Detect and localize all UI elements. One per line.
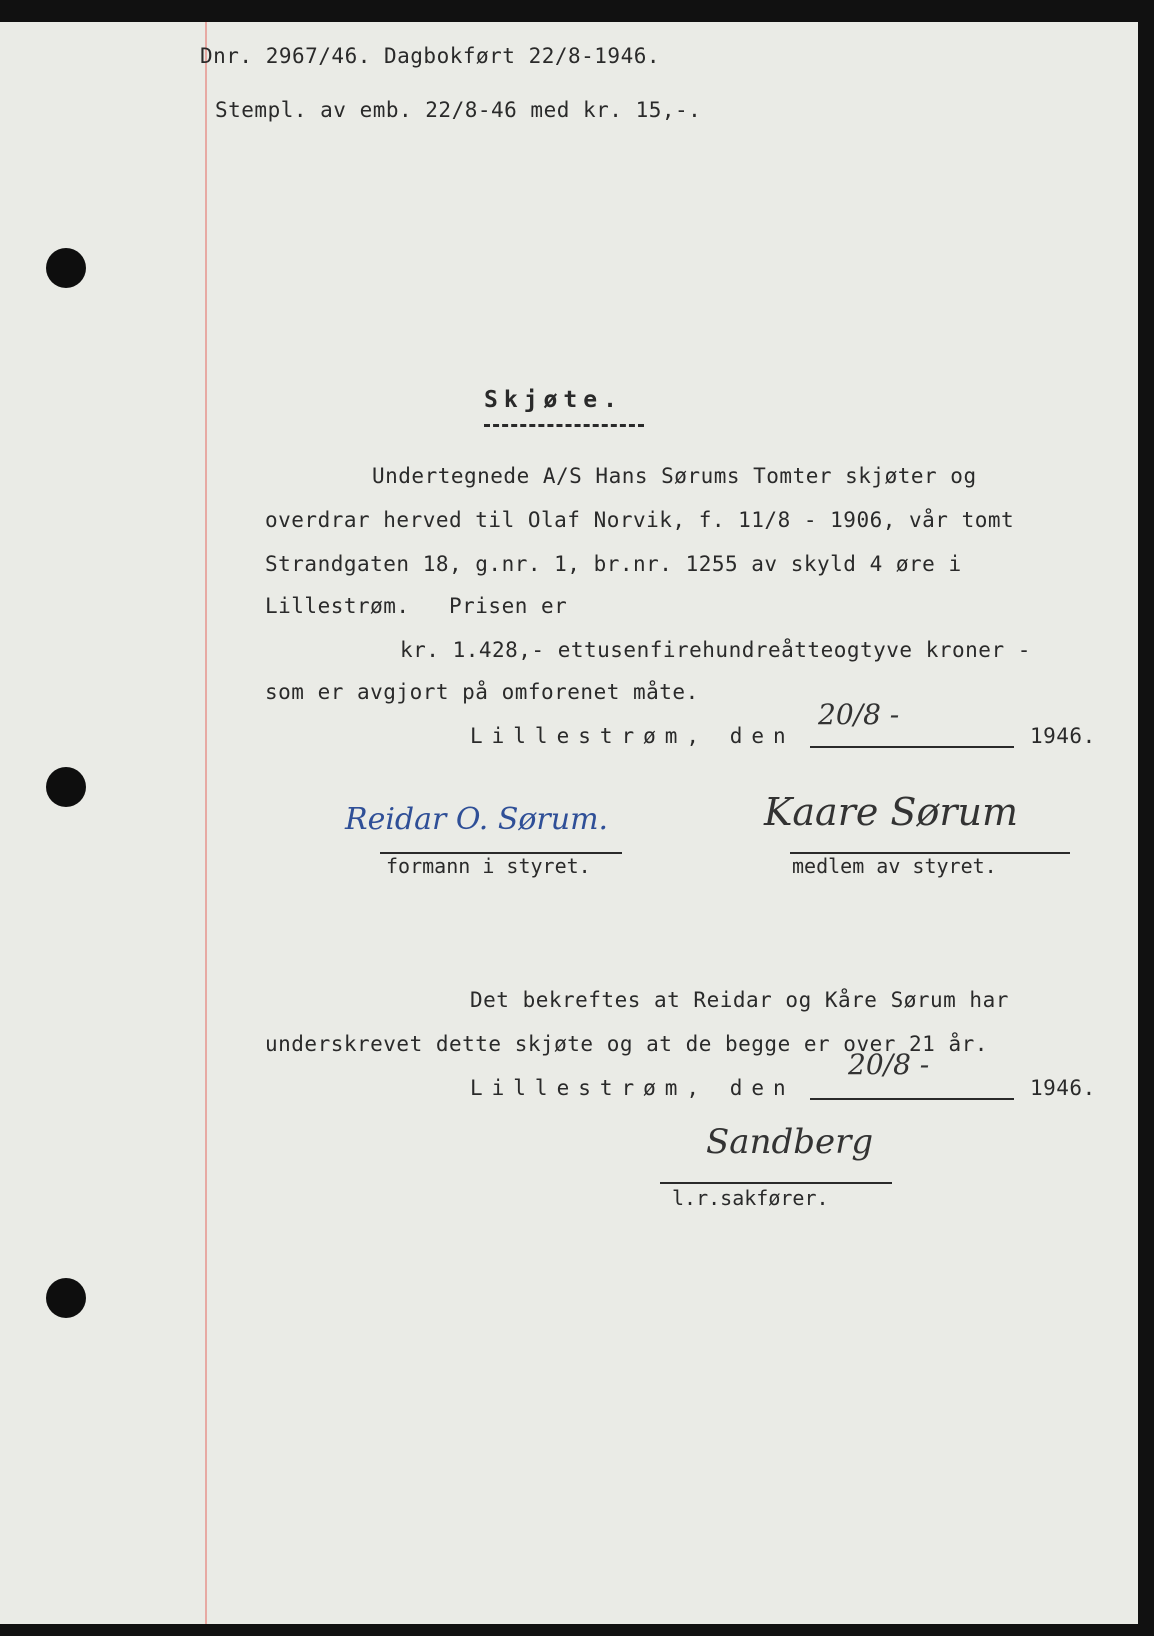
- body-line: Undertegnede A/S Hans Sørums Tomter skjøter og: [372, 464, 977, 488]
- registration-note: Dnr. 2967/46. Dagbokført 22/8-1946.: [200, 44, 661, 68]
- year: 1946.: [1030, 1076, 1096, 1100]
- caption-right: medlem av styret.: [792, 854, 997, 878]
- year: 1946.: [1030, 724, 1096, 748]
- punch-hole: [46, 1278, 86, 1318]
- punch-hole: [46, 248, 86, 288]
- signature-right: Kaare Sørum: [764, 790, 1019, 834]
- title-underline: [484, 424, 644, 427]
- attestation-line: underskrevet dette skjøte og at de begge er over 21 år.: [265, 1032, 988, 1056]
- punch-hole: [46, 767, 86, 807]
- signature-left: Reidar O. Sørum.: [345, 802, 609, 837]
- document-page: [0, 22, 1138, 1624]
- margin-rule: [205, 22, 207, 1624]
- caption-left: formann i styret.: [386, 854, 591, 878]
- body-line: Strandgaten 18, g.nr. 1, br.nr. 1255 av skyld 4 øre i: [265, 552, 962, 576]
- body-line: som er avgjort på omforenet måte.: [265, 680, 699, 704]
- handwritten-date: 20/8 -: [848, 1048, 930, 1081]
- attestation-line: Det bekreftes at Reidar og Kåre Sørum har: [470, 988, 1009, 1012]
- body-line: kr. 1.428,- ettusenfirehundreåtteogtyve kroner -: [400, 638, 1031, 662]
- stamp-note: Stempl. av emb. 22/8-46 med kr. 15,-.: [215, 98, 702, 122]
- lawyer-signature: Sandberg: [706, 1122, 874, 1162]
- document-title: Skjøte.: [484, 387, 623, 413]
- date-line: [810, 746, 1014, 748]
- date-line: [810, 1098, 1014, 1100]
- lawyer-caption: l.r.sakfører.: [672, 1186, 829, 1210]
- body-line: Lillestrøm. Prisen er: [265, 594, 568, 618]
- lawyer-signature-line: [660, 1182, 892, 1184]
- handwritten-date: 20/8 -: [818, 698, 900, 731]
- body-line: overdrar herved til Olaf Norvik, f. 11/8 - 1906, vår tomt: [265, 508, 1015, 532]
- place: Lillestrøm, den: [470, 1076, 795, 1100]
- place: Lillestrøm, den: [470, 724, 795, 748]
